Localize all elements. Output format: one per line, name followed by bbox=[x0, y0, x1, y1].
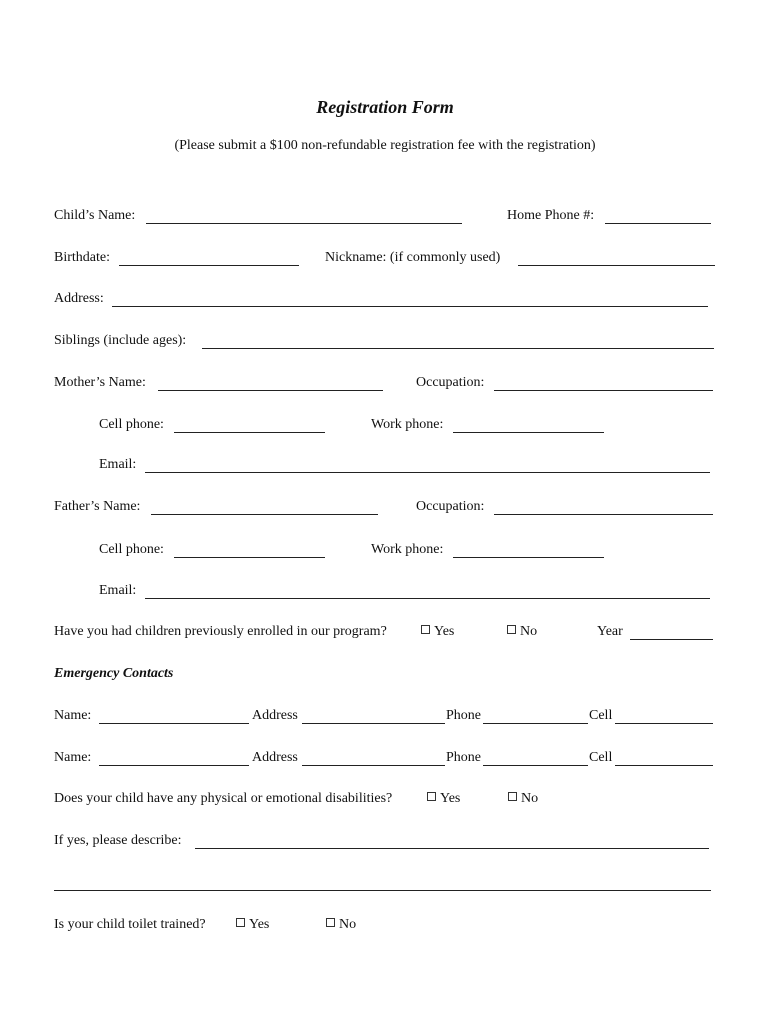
mother-email-label: Email: bbox=[99, 457, 137, 472]
emergency-2-cell-field[interactable] bbox=[615, 765, 713, 766]
previous-year-field[interactable] bbox=[630, 639, 713, 640]
child-name-label: Child’s Name: bbox=[54, 208, 136, 223]
father-cell-label: Cell phone: bbox=[99, 542, 164, 557]
disabilities-no-label: No bbox=[521, 791, 539, 806]
emergency-1-cell-field[interactable] bbox=[615, 723, 713, 724]
nickname-field[interactable] bbox=[518, 265, 715, 266]
checkbox-icon[interactable] bbox=[427, 792, 436, 801]
checkbox-icon[interactable] bbox=[507, 625, 516, 634]
disabilities-yes-label: Yes bbox=[440, 791, 461, 806]
father-email-label: Email: bbox=[99, 583, 137, 598]
emergency-1-name-field[interactable] bbox=[99, 723, 249, 724]
toilet-yes-option[interactable] bbox=[236, 917, 269, 933]
toilet-no-label: No bbox=[339, 917, 357, 932]
toilet-trained-question: Is your child toilet trained? bbox=[54, 917, 206, 932]
previous-year-label: Year bbox=[597, 624, 623, 639]
father-cell-field[interactable] bbox=[174, 557, 325, 558]
father-work-label: Work phone: bbox=[371, 542, 444, 557]
form-subtitle: (Please submit a $100 non-refundable registration fee with the registration) bbox=[174, 138, 596, 153]
previous-yes-option[interactable] bbox=[421, 624, 454, 640]
father-occupation-label: Occupation: bbox=[416, 499, 485, 514]
checkbox-icon[interactable] bbox=[326, 918, 335, 927]
toilet-no-option[interactable] bbox=[326, 917, 356, 933]
father-name-label: Father’s Name: bbox=[54, 499, 141, 514]
siblings-label: Siblings (include ages): bbox=[54, 333, 187, 348]
previous-yes-label: Yes bbox=[434, 624, 455, 639]
emergency-2-phone-field[interactable] bbox=[483, 765, 588, 766]
mother-work-field[interactable] bbox=[453, 432, 604, 433]
emergency-1-name-label: Name: bbox=[54, 708, 92, 723]
mother-work-label: Work phone: bbox=[371, 417, 444, 432]
home-phone-label: Home Phone #: bbox=[507, 208, 595, 223]
father-name-field[interactable] bbox=[151, 514, 378, 515]
home-phone-field[interactable] bbox=[605, 223, 711, 224]
disabilities-yes-option[interactable] bbox=[427, 791, 460, 807]
mother-email-field[interactable] bbox=[145, 472, 710, 473]
emergency-1-address-field[interactable] bbox=[302, 723, 445, 724]
toilet-yes-label: Yes bbox=[249, 917, 270, 932]
emergency-1-phone-field[interactable] bbox=[483, 723, 588, 724]
nickname-label: Nickname: (if commonly used) bbox=[325, 250, 501, 265]
mother-occupation-label: Occupation: bbox=[416, 375, 485, 390]
birthdate-label: Birthdate: bbox=[54, 250, 110, 265]
emergency-contacts-heading: Emergency Contacts bbox=[54, 666, 174, 681]
emergency-2-name-label: Name: bbox=[54, 750, 92, 765]
previous-no-option[interactable] bbox=[507, 624, 537, 640]
describe-label: If yes, please describe: bbox=[54, 833, 182, 848]
emergency-2-cell-label: Cell bbox=[589, 750, 613, 765]
describe-field-continued[interactable] bbox=[54, 890, 711, 891]
checkbox-icon[interactable] bbox=[508, 792, 517, 801]
father-work-field[interactable] bbox=[453, 557, 604, 558]
address-label: Address: bbox=[54, 291, 104, 306]
mother-occupation-field[interactable] bbox=[494, 390, 713, 391]
describe-field[interactable] bbox=[195, 848, 709, 849]
checkbox-icon[interactable] bbox=[236, 918, 245, 927]
emergency-1-address-label: Address bbox=[252, 708, 298, 723]
mother-name-field[interactable] bbox=[158, 390, 383, 391]
previous-no-label: No bbox=[520, 624, 538, 639]
father-email-field[interactable] bbox=[145, 598, 710, 599]
address-field[interactable] bbox=[112, 306, 708, 307]
father-occupation-field[interactable] bbox=[494, 514, 713, 515]
birthdate-field[interactable] bbox=[119, 265, 299, 266]
mother-cell-field[interactable] bbox=[174, 432, 325, 433]
emergency-2-name-field[interactable] bbox=[99, 765, 249, 766]
emergency-2-phone-label: Phone bbox=[446, 750, 481, 765]
siblings-field[interactable] bbox=[202, 348, 714, 349]
checkbox-icon[interactable] bbox=[421, 625, 430, 634]
disabilities-no-option[interactable] bbox=[508, 791, 538, 807]
emergency-1-phone-label: Phone bbox=[446, 708, 481, 723]
child-name-field[interactable] bbox=[146, 223, 462, 224]
previous-enrollment-question: Have you had children previously enrolled in our program? bbox=[54, 624, 387, 639]
emergency-2-address-label: Address bbox=[252, 750, 298, 765]
disabilities-question: Does your child have any physical or emotional disabilities? bbox=[54, 791, 393, 806]
mother-cell-label: Cell phone: bbox=[99, 417, 164, 432]
emergency-2-address-field[interactable] bbox=[302, 765, 445, 766]
emergency-1-cell-label: Cell bbox=[589, 708, 613, 723]
mother-name-label: Mother’s Name: bbox=[54, 375, 146, 390]
form-title: Registration Form bbox=[316, 97, 454, 117]
